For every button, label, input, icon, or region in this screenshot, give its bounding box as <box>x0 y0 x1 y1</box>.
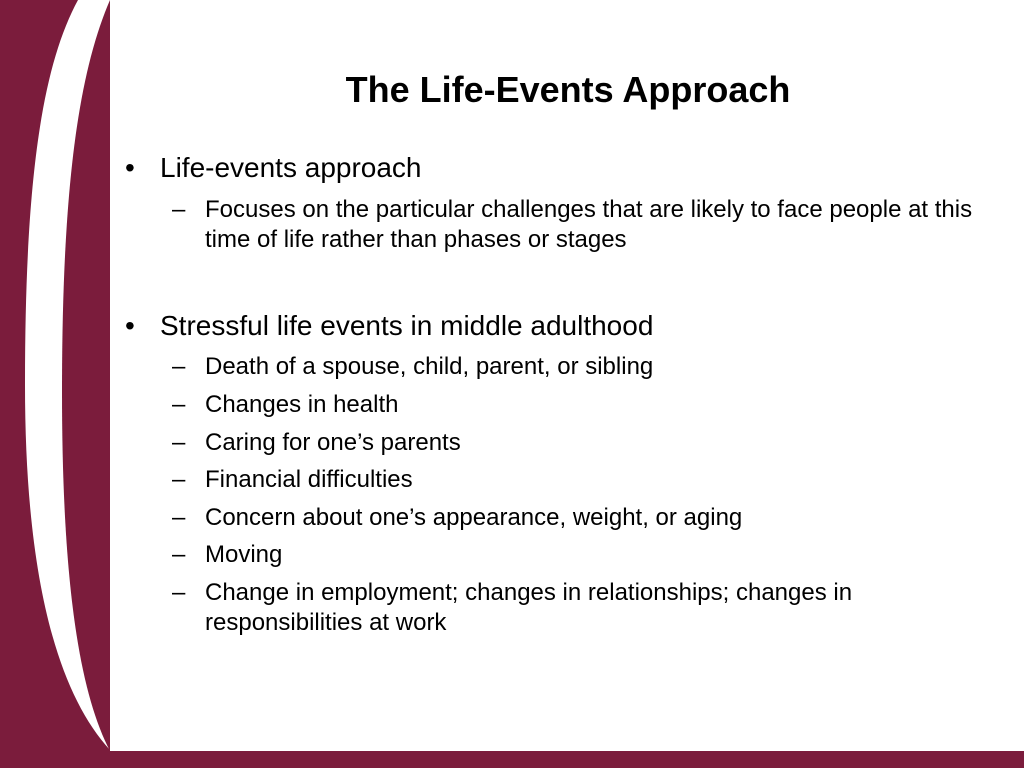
bullet-text: Stressful life events in middle adulthood <box>160 310 654 341</box>
bullet-marker: • <box>125 152 135 183</box>
subitem-marker: – <box>172 353 186 380</box>
subitem-text: Concern about one’s appearance, weight, or aging <box>205 504 743 531</box>
subitem-text: Focuses on the particular challenges that are likely to face people at this time of life rather than phases or stages <box>205 196 973 253</box>
subitem-marker: – <box>172 429 186 456</box>
subitem-marker: – <box>172 541 186 568</box>
subitem-text: Change in employment; changes in relationships; changes in responsibilities at work <box>205 579 853 636</box>
subitem-text: Caring for one’s parents <box>205 429 461 456</box>
subitem-marker: – <box>172 391 186 418</box>
subitem-marker: – <box>172 466 186 493</box>
subitem-marker: – <box>172 579 186 606</box>
bullet-marker: • <box>125 310 135 341</box>
subitem-marker: – <box>172 196 186 223</box>
slide-title: The Life-Events Approach <box>345 69 791 110</box>
bullet-text: Life-events approach <box>160 152 422 183</box>
subitem-text: Death of a spouse, child, parent, or sibling <box>205 353 654 380</box>
subitem-text: Changes in health <box>205 391 399 418</box>
subitem-text: Financial difficulties <box>205 466 413 493</box>
subitem-marker: – <box>172 504 186 531</box>
subitem-text: Moving <box>205 541 283 568</box>
